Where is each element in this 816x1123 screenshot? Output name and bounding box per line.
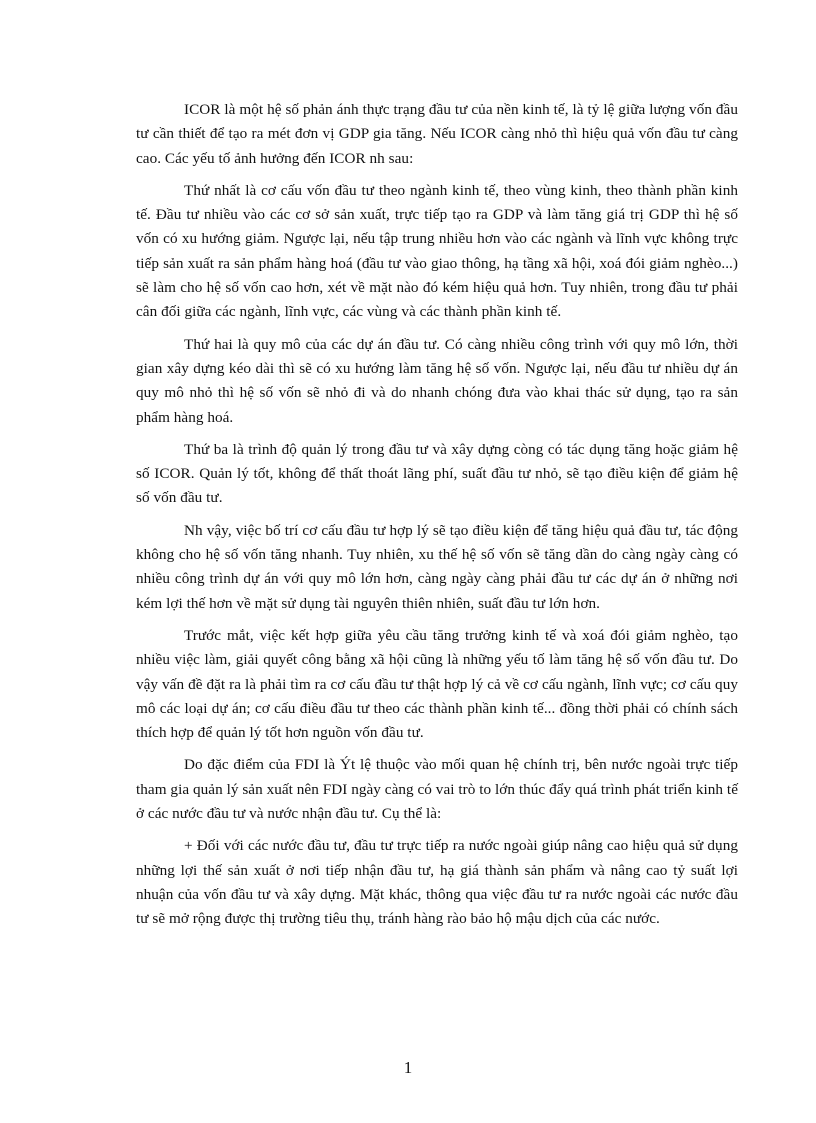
document-body bbox=[136, 98, 738, 940]
paragraph-project-scale: Thứ hai là quy mô của các dự án đầu tư. Có càng nhiều công trình với quy mô lớn, thời gian xây dựng kéo dài thì sẽ có xu hướng làm tăng hệ số vốn. Ngược lại, nếu đầu tư nhiều dự án quy mô nhỏ thì hệ số vốn sẽ nhỏ đi và do nhanh chóng đưa vào khai thác sử dụng, tạo ra sản phẩm hàng hoá. bbox=[136, 335, 738, 426]
paragraph-fdi-characteristics: Do đặc điểm của FDI là Ýt lệ thuộc vào mối quan hệ chính trị, bên nước ngoài trực tiếp tham gia quản lý sản xuất nên FDI ngày càng có vai trò to lớn thúc đẩy quá trình phát triển kinh tế ở các nước đầu tư và nước nhận đầu tư. Cụ thể là: bbox=[136, 756, 738, 823]
page-number: 1 bbox=[403, 1058, 413, 1077]
paragraph-investment-structure: Thứ nhất là cơ cấu vốn đầu tư theo ngành kinh tế, theo vùng kinh, theo thành phần kinh tế. Đầu tư nhiều vào các cơ sở sản xuất, trực tiếp tạo ra GDP và làm tăng giá trị GDP thì hệ số vốn có xu hướng giảm. Ngược lại, nếu tập trung nhiều hơn vào các ngành và lĩnh vực không trực tiếp sản xuất ra sản phẩm hàng hoá (đầu tư vào giao thông, hạ tầng xã hội, xoá đói giảm nghèo...) sẽ làm cho hệ số vốn cao hơn, xét về mặt nào đó kém hiệu quả hơn. Tuy nhiên, trong đầu tư phải cân đối giữa các ngành, lĩnh vực, các vùng và các thành phần kinh tế. bbox=[136, 181, 738, 321]
paragraph-management-level: Thứ ba là trình độ quản lý trong đầu tư và xây dựng còng có tác dụng tăng hoặc giảm hệ số ICOR. Quản lý tốt, không để thất thoát lãng phí, suất đầu tư nhỏ, sẽ tạo điều kiện để giảm hệ số vốn đầu tư. bbox=[136, 440, 738, 507]
paragraph-allocation-summary: Nh vậy, việc bố trí cơ cấu đầu tư hợp lý sẽ tạo điều kiện để tăng hiệu quả đầu tư, tác động không cho hệ số vốn tăng nhanh. Tuy nhiên, xu thế hệ số vốn sẽ tăng dần do càng ngày càng có nhiều công trình dự án với quy mô lớn hơn, càng ngày càng phải đầu tư các dự án ở những nơi kém lợi thế hơn về mặt sử dụng tài nguyên thiên nhiên, suất đầu tư lớn hơn. bbox=[136, 521, 738, 612]
paragraph-growth-and-poverty: Trước mắt, việc kết hợp giữa yêu cầu tăng trưởng kinh tế và xoá đói giảm nghèo, tạo nhiều việc làm, giải quyết công bằng xã hội cũng là những yếu tố làm tăng hệ số vốn đầu tư. Do vậy vấn đề đặt ra là phải tìm ra cơ cấu đầu tư thật hợp lý cả về cơ cấu ngành, lĩnh vực; cơ cấu quy mô các loại dự án; cơ cấu điều đầu tư theo các thành phần kinh tế... đồng thời phải có chính sách thích hợp để quản lý tốt hơn nguồn vốn đầu tư. bbox=[136, 626, 738, 742]
paragraph-icor-intro: ICOR là một hệ số phản ánh thực trạng đầu tư của nền kinh tế, là tỷ lệ giữa lượng vốn đầu tư cần thiết để tạo ra mét đơn vị GDP gia tăng. Nếu ICOR càng nhỏ thì hiệu quả vốn đầu tư càng cao. Các yếu tố ảnh hưởng đến ICOR nh sau: bbox=[136, 101, 738, 167]
paragraph-investing-countries: + Đối với các nước đầu tư, đầu tư trực tiếp ra nước ngoài giúp nâng cao hiệu quả sử dụng những lợi thế sản xuất ở nơi tiếp nhận đầu tư, hạ giá thành sản phẩm và nâng cao tỷ suất lợi nhuận của vốn đầu tư và xây dựng. Mặt khác, thông qua việc đầu tư ra nước ngoài các nước đầu tư sẽ mở rộng được thị trường tiêu thụ, tránh hàng rào bảo hộ mậu dịch của các nước. bbox=[136, 837, 738, 928]
